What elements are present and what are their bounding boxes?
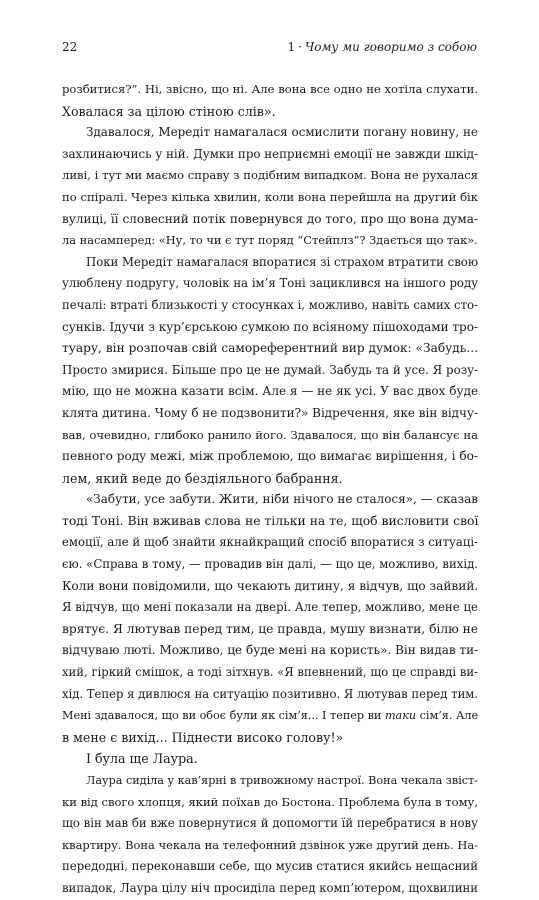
text-line: ки від свого хлопця, який поїхав до Бостона. Проблема була в тому, [62,794,478,809]
text-line: розбитися?”. Ні, звісно, що ні. Але вона все одно не хотіла слухати. [62,82,478,96]
text-line: «Забути, усе забути. Жити, ніби нічого не сталося», — сказав [86,492,478,507]
text-line: лем, який веде до бездіяльного бабрання. [62,470,343,486]
text-line: випадок, Лаура цілу ніч просиділа перед комп’ютером, щохвилини [62,880,478,895]
text-line: сунків. Ідучи з кур’єрською сумкою по всіяному пішоходами тро- [62,319,478,334]
text-line: врятує. Я лютував перед тим, це правда, мушу визнати, білю не [62,621,479,636]
page-number: 22 [62,40,78,54]
text-segment: Мені здавалося, що ви обоє були як сім’я... І тепер ви [62,709,385,723]
header-separator: · [298,40,302,54]
text-line: що він мав би вже повернутися й допомогти їй перебратися в нову [62,816,478,831]
text-line: вав, очевидно, глибоко ранило його. Здавалося, що він балансує на [62,427,478,442]
text-line: Коли вони повідомили, що чекають дитину, я відчув, що зайвий. [62,578,479,593]
text-line: передодні, переконавши себе, що мусив статися якийсь нещасний [62,859,479,874]
chapter-number: 1 [287,40,296,54]
text-line: відчуваю люті. Можливо, це буде мені на користь». Він видав ти- [62,643,479,658]
text-line: квартиру. Вона чекала на телефонний дзвінок уже другий день. На- [62,837,479,852]
text-line: улюблену подругу, чоловік на ім’я Тоні зациклився на іншого роду [62,276,478,291]
text-line: вулиці, її словесний потік повернувся до того, про що вона дума- [62,211,478,226]
chapter-title: Чому ми говоримо з собою [304,40,477,54]
running-head [288,40,478,54]
text-line: ла насамперед: «Ну, то чи є тут поряд “Стейплз”? Здається що так». [62,233,478,248]
text-line: мію, що не можна казати всім. Але я — не як усі. У вас двох буде [62,384,479,399]
page-header [62,40,477,58]
text-line: хід. Тепер я дивлюся на ситуацію позитивно. Я лютував перед тим. [62,686,479,701]
text-line: ливі, і тут ми маємо справу з подібним випадком. Вона не рухалася [62,168,478,183]
text-line: Ховалася за цілою стіною слів». [62,103,276,119]
text-line: певного роду межі, між проблемою, що вимагає вирішення, і бо- [62,449,478,464]
text-line: хий, гіркий смішок, а тоді зітхнув. «Я впевнений, що це справді ви- [62,665,478,680]
text-line: по спіралі. Через кілька хвилин, коли вона перейшла на другий бік [62,189,478,204]
text-line: І була ще Лаура. [86,751,198,767]
text-line: в мене є вихід... Піднести високо голову!» [62,729,344,745]
text-line: Здавалося, Мередіт намагалася осмислити погану новину, не [86,125,478,140]
text-line: захлинаючись у ній. Думки про неприємні емоції не завжди шкід- [62,146,479,161]
text-line: Я відчув, що мені показали на двері. Але тепер, можливо, мене це [62,600,479,615]
text-line: печалі: втраті близькості у стосунках і, можливо, навіть самих сто- [62,297,478,312]
text-line: єю. «Справа в тому, — провадив він далі, — що це, можливо, вихід. [62,557,478,572]
text-line: туару, він розпочав свій самореферентний вир думок: «Забудь... [62,341,478,356]
emphasis-text: таки [384,709,417,723]
body-text [62,79,478,900]
text-line: Лаура сиділа у кав’ярні в тривожному настрої. Вона чекала звіст- [86,774,479,787]
text-line: тоді Тоні. Він вживав слова не тільки на те, щоб висловити свої [62,513,479,528]
text-line [62,705,478,727]
text-line: Просто змирися. Більше про це не думай. Забудь та й усе. Я розу- [62,362,479,377]
text-segment: сім’я. Але [416,709,479,723]
text-line: емоції, але й щоб знайти якнайкращий спосіб впоратися з ситуаці- [62,535,478,550]
text-line: клята дитина. Чому б не подзвонити?» Відречення, яке він відчу- [62,405,478,420]
text-line: Поки Мередіт намагалася впоратися зі страхом втратити свою [86,254,478,269]
